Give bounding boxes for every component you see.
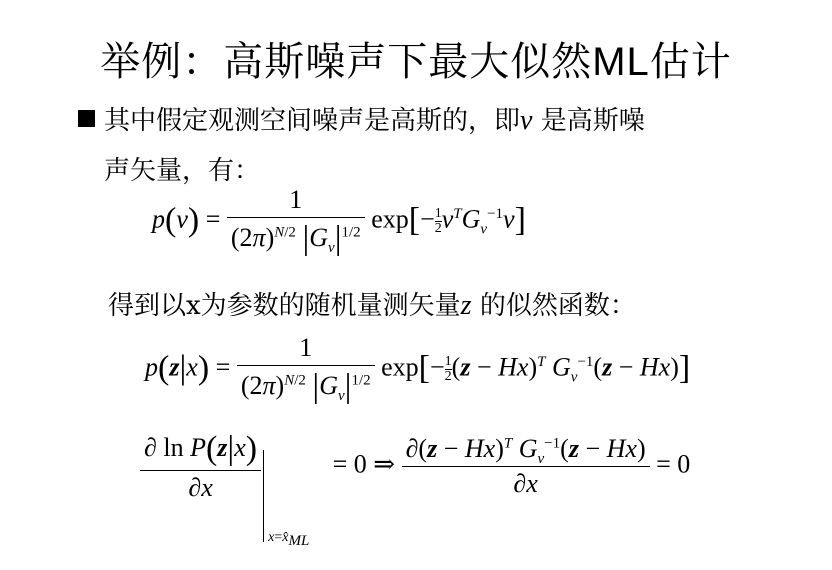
likelihood-pre: 得到以x为参数的随机量测矢量 [108, 291, 461, 321]
bullet-text-line1 [104, 100, 645, 137]
bullet-line1-pre: 其中假定观测空间噪声是高斯的，即 [104, 106, 521, 136]
title-prefix: 举例：高斯噪声下最大似然 [100, 39, 593, 85]
bullet-variable: v [520, 105, 533, 136]
equation-ml-condition: $\frac{\text{∂ ln P(z|x)}}{\partial x}$ $x=x̂_{ML}$ = 0 ⇒ $\frac{\partial(z - Hx)^T G_v^{-1}(z - Hx)}{\partial x}$ = 0 [140, 430, 690, 542]
likelihood-post: 的似然函数： [471, 291, 636, 321]
likelihood-variable: z [460, 290, 472, 321]
equation-noise-pdf: p(v) = $\frac{1}{(2\pi)^{N/2} |G_v|^{1/2}}$ exp[− $\frac{1}{2}$ $v^TG_v^{-1}v$] [152, 185, 526, 257]
bullet-line1-post: 是高斯噪 [532, 106, 645, 136]
likelihood-sentence [108, 285, 636, 322]
title-suffix: 估计 [649, 39, 732, 85]
slide-title [0, 30, 832, 87]
equation-likelihood: p(z|x) = $\frac{1}{(2\pi)^{N/2} |G_v|^{1/2}}$ exp[− $\frac{1}{2}$ $(z - Hx)^T$ $G_v^{-1}(z - Hx)$] [145, 333, 691, 405]
title-ml: ML [592, 40, 650, 84]
bullet-text-line2: 声矢量，有： [104, 156, 261, 186]
bullet-square-icon [78, 110, 95, 127]
